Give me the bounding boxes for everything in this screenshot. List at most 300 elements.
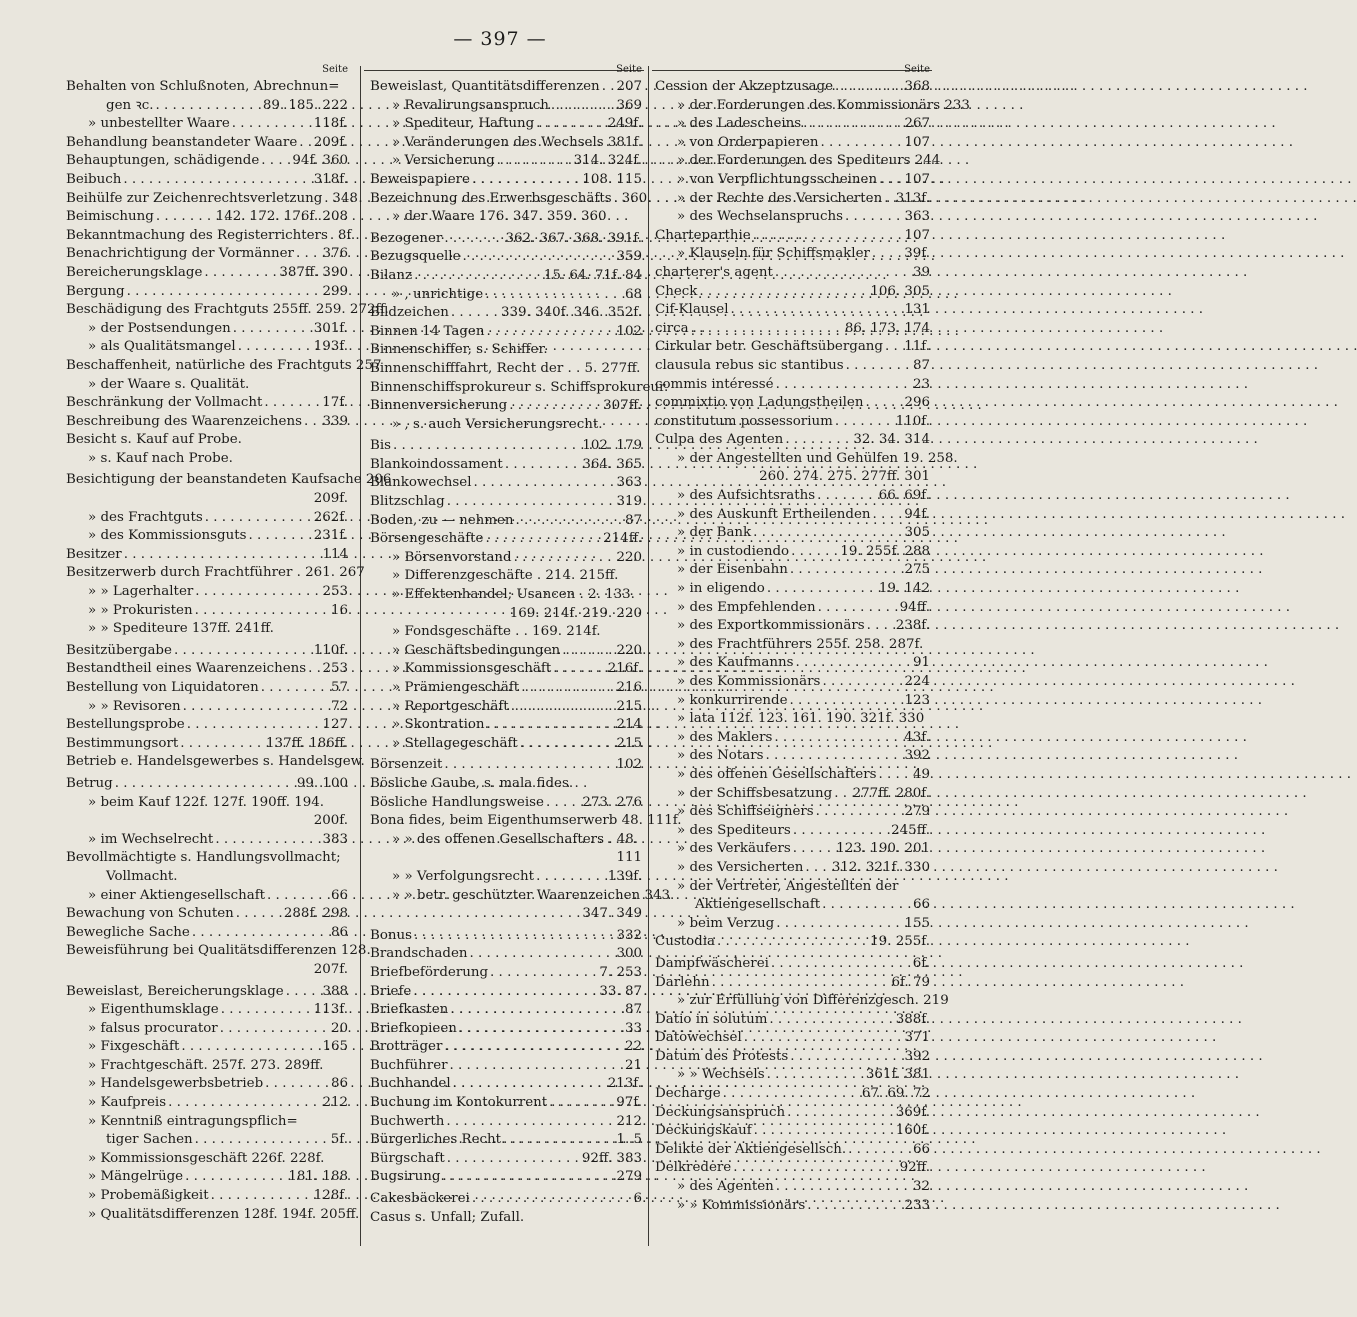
index-term: » des Kaufmanns xyxy=(677,655,794,671)
index-term: » Prämiengeschäft xyxy=(392,680,520,695)
page-reference: 300 xyxy=(616,946,642,962)
index-entry xyxy=(655,301,930,320)
index-term: Bilanz xyxy=(370,267,413,283)
index-term: » der Angestellten und Gehülfen 19. 258. xyxy=(677,450,958,466)
index-entry xyxy=(66,1150,348,1169)
index-term: » Spediteur, Haftung xyxy=(392,116,535,132)
index-entry xyxy=(655,264,930,283)
index-entry xyxy=(66,905,348,924)
index-term: » Klauseln für Schiffsmakler xyxy=(677,246,870,262)
page-reference: 32. 34. 314 xyxy=(853,432,930,448)
index-term: » im Wechselrecht xyxy=(88,831,214,847)
index-term: Beweisführung bei Qualitätsdifferenzen 128. xyxy=(66,943,371,959)
page-reference: 216 xyxy=(616,680,642,695)
page-reference: 22 xyxy=(624,1039,642,1055)
index-term: Binnenschiffsprokureur s. Schiffsprokureur. xyxy=(370,379,669,395)
leader-dots xyxy=(505,456,579,475)
index-term: » » betr. geschützter Waarenzeichen 343. xyxy=(392,887,675,903)
index-entry xyxy=(370,474,642,493)
index-term: » Skontration xyxy=(392,717,485,733)
index-term: Cakesbäckerei xyxy=(370,1191,470,1207)
leader-dots xyxy=(754,1122,892,1141)
index-entry xyxy=(655,338,930,357)
page-reference: 21 xyxy=(624,1057,642,1073)
page-reference: 87 xyxy=(912,357,930,373)
page-reference: 296 xyxy=(904,395,930,411)
index-entry xyxy=(370,1038,642,1057)
index-term: » Effektenhandel; Usancen . 2. 133. xyxy=(392,587,635,603)
index-term: Behalten von Schlußnoten, Abrechnun= xyxy=(66,79,340,94)
page-reference: 6f. 79 xyxy=(891,974,930,990)
page-reference: 86 xyxy=(330,1076,348,1092)
index-entry xyxy=(655,1011,930,1030)
leader-dots xyxy=(553,660,603,679)
index-term: » des Agenten xyxy=(677,1179,774,1195)
index-entry xyxy=(655,747,930,766)
index-entry xyxy=(655,878,930,897)
leader-dots xyxy=(816,803,901,822)
index-term: » Kenntniß eintragungspflich= xyxy=(88,1113,298,1129)
page-reference: 66. 69f. xyxy=(878,488,930,504)
index-entry xyxy=(66,357,382,376)
index-entry xyxy=(370,831,642,850)
page-reference: 220 xyxy=(616,549,642,565)
page-reference: 5f. xyxy=(330,1132,348,1148)
index-term: » » Wechsels xyxy=(677,1067,765,1083)
index-term: Bewegliche Sache xyxy=(66,924,190,940)
page-reference: 245ff. xyxy=(891,822,930,838)
page-reference: 1. 5 xyxy=(616,1132,642,1148)
page-reference: 369f. xyxy=(895,1104,930,1120)
seite-label: Seite xyxy=(322,64,348,75)
index-term: Dampfwäscherei xyxy=(655,955,769,971)
index-entry xyxy=(66,527,348,546)
leader-dots xyxy=(845,208,900,227)
index-term: » Kaufpreis xyxy=(88,1095,167,1111)
index-entry xyxy=(66,546,348,565)
index-entry xyxy=(66,868,348,887)
page-reference: 66 xyxy=(912,1141,930,1157)
index-term: » beim Verzug xyxy=(677,915,775,931)
index-term: » Mängelrüge xyxy=(88,1169,184,1185)
index-term: » als Qualitätsmangel xyxy=(88,339,236,355)
index-term: Custodia xyxy=(655,934,716,950)
index-term: Beimischung xyxy=(66,209,154,225)
index-term: Bürgschaft xyxy=(370,1150,445,1166)
page-reference: 288f. 298 xyxy=(283,906,348,922)
leader-dots xyxy=(444,756,612,775)
page-reference: 102. 179 xyxy=(582,438,642,454)
index-entry xyxy=(655,152,941,171)
page-reference: 200f. xyxy=(313,813,348,829)
index-entry xyxy=(370,868,642,887)
index-entry xyxy=(66,679,348,698)
leader-dots xyxy=(549,1094,612,1113)
leader-dots xyxy=(793,840,833,859)
index-entry xyxy=(370,660,642,679)
leader-dots xyxy=(790,1048,900,1067)
index-term: Beihülfe zur Zeichenrechtsverletzung xyxy=(66,190,323,206)
page-reference: 155 xyxy=(904,915,930,931)
leader-dots xyxy=(879,766,909,785)
leader-dots xyxy=(795,654,909,673)
page-reference: 19. 255f. xyxy=(870,934,930,950)
leader-dots xyxy=(497,152,570,171)
index-term: Datum des Protests xyxy=(655,1048,789,1064)
index-entry xyxy=(66,735,348,754)
index-term: Bis xyxy=(370,438,391,454)
index-term: Bezogener xyxy=(370,230,443,246)
index-term: Beschreibung des Waarenzeichens xyxy=(66,413,302,429)
index-term: » » Lagerhalter xyxy=(88,584,194,600)
index-entry xyxy=(655,692,930,711)
index-term: » des Spediteurs xyxy=(677,822,791,838)
leader-dots xyxy=(767,580,875,599)
index-entry xyxy=(66,698,348,717)
index-term: Decharge xyxy=(655,1086,721,1102)
index-entry xyxy=(655,506,930,525)
leader-dots xyxy=(712,974,888,993)
page-reference: 7. 253 xyxy=(599,964,642,980)
index-term: Boden, zu — nehmen xyxy=(370,512,514,528)
index-term: » der Waare 176. 347. 359. 360 xyxy=(392,209,607,225)
page-reference: 339 xyxy=(322,413,348,429)
leader-dots xyxy=(453,1075,604,1094)
page-reference: 392 xyxy=(904,748,930,764)
page-reference: 212 xyxy=(322,1095,348,1111)
page-reference: 139f. xyxy=(607,868,642,884)
index-entry xyxy=(66,1057,348,1076)
index-entry xyxy=(370,1168,642,1187)
page-reference: 23 xyxy=(912,376,930,392)
leader-dots xyxy=(516,512,621,531)
page-reference: 215 xyxy=(616,698,642,714)
index-entry xyxy=(655,1178,930,1197)
leader-dots xyxy=(490,964,595,983)
page-reference: 307ff. xyxy=(603,398,642,414)
page-reference: 212 xyxy=(616,1113,642,1129)
index-term: Darlehn xyxy=(655,974,710,990)
index-entry xyxy=(655,283,930,302)
page-reference: 49 xyxy=(912,766,930,782)
index-term: » des Notars xyxy=(677,748,764,764)
index-entry xyxy=(66,490,348,509)
index-entry xyxy=(370,794,642,813)
index-entry xyxy=(370,716,642,735)
index-term: Bestimmungsort xyxy=(66,735,179,751)
index-entry xyxy=(370,642,642,661)
index-entry xyxy=(66,190,358,209)
page-reference: 363 xyxy=(616,475,642,491)
page-reference: 6f. xyxy=(912,955,930,971)
page-reference: 216f. xyxy=(607,661,642,677)
page-reference: 277ff. 280f. xyxy=(852,785,930,801)
index-entry xyxy=(370,927,642,946)
index-entry xyxy=(370,698,642,717)
page-reference: 360 xyxy=(621,190,648,206)
index-term: » des Kommissionärs xyxy=(677,674,821,689)
index-entry xyxy=(655,468,930,487)
page-reference: 376 xyxy=(322,246,348,262)
leader-dots xyxy=(885,338,900,357)
index-entry xyxy=(370,286,642,305)
page-reference: 33. 87 xyxy=(599,983,642,999)
page-reference: 209f. xyxy=(313,134,348,150)
leader-dots xyxy=(451,304,497,323)
leader-dots xyxy=(393,437,578,456)
leader-dots xyxy=(879,171,900,190)
index-entry xyxy=(370,152,642,171)
index-entry xyxy=(66,961,348,980)
page-reference: 387ff. 390 xyxy=(279,264,348,280)
index-entry xyxy=(370,679,642,698)
index-entry xyxy=(655,1048,930,1067)
leader-dots xyxy=(296,245,319,264)
page-reference: 68 xyxy=(624,286,642,302)
index-entry xyxy=(66,775,348,794)
index-entry xyxy=(370,437,642,456)
index-term: » , s. auch Versicherungsrecht. xyxy=(392,416,603,432)
index-entry xyxy=(655,915,930,934)
page-reference: 87 xyxy=(624,512,642,528)
index-entry xyxy=(655,896,930,915)
index-term: Bereicherungsklage xyxy=(66,264,203,280)
index-entry xyxy=(655,766,930,785)
index-entry xyxy=(370,1020,642,1039)
index-entry xyxy=(655,955,930,974)
leader-dots xyxy=(174,642,310,661)
page-reference: 339. 340f. 346. 352f. xyxy=(501,305,642,321)
index-term: Bestellung von Liquidatoren xyxy=(66,680,259,695)
page-reference: 181. 188 xyxy=(288,1169,348,1185)
page-number: — 397 — xyxy=(453,28,547,50)
leader-dots xyxy=(183,698,327,717)
index-entry xyxy=(370,456,642,475)
page-reference: 94f. xyxy=(904,506,930,522)
index-term: » Fixgeschäft xyxy=(88,1039,180,1055)
page-reference: 368 xyxy=(904,79,930,94)
page-reference: 72 xyxy=(330,698,348,714)
leader-dots xyxy=(602,78,613,97)
index-entry xyxy=(370,304,642,323)
index-term: » » des offenen Gesellschafters . 48. xyxy=(392,831,639,847)
index-term: Buchwerth xyxy=(370,1113,445,1129)
leader-dots xyxy=(233,320,310,339)
index-term: Bewachung von Schuten xyxy=(66,906,234,922)
leader-dots xyxy=(220,1020,327,1039)
leader-dots xyxy=(744,1029,901,1048)
index-entry xyxy=(370,775,642,794)
index-entry xyxy=(370,78,642,97)
index-entry xyxy=(370,1057,642,1076)
page-reference: 224 xyxy=(904,674,930,689)
leader-dots xyxy=(249,527,310,546)
leader-dots xyxy=(821,134,901,153)
page-reference: 233 xyxy=(904,1197,930,1213)
index-term: » Eigenthumsklage xyxy=(88,1002,219,1018)
index-term: » von Verpflichtungsscheinen xyxy=(677,171,878,187)
leader-dots xyxy=(536,115,604,134)
index-term: Binnen 14 Tagen xyxy=(370,323,485,339)
leader-dots xyxy=(485,530,599,549)
index-term: » lata 112f. 123. 161. 190. 321f. 330 xyxy=(677,711,925,727)
index-entry xyxy=(66,1038,348,1057)
leader-dots xyxy=(444,230,501,249)
leader-dots xyxy=(614,190,618,209)
index-term: Buchung im Kontokurrent xyxy=(370,1095,548,1111)
page-reference: 86 xyxy=(330,924,348,940)
leader-dots xyxy=(791,543,836,562)
index-entry xyxy=(370,549,642,568)
leader-dots xyxy=(123,171,309,190)
page-reference: 108. 115 xyxy=(582,171,642,187)
page-reference: 33 xyxy=(624,1020,642,1036)
page-reference: 214ff. xyxy=(603,531,642,547)
index-term: Bestandtheil eines Waarenzeichens xyxy=(66,661,307,677)
index-term: » Frachtgeschäft. 257f. 273. 289ff. xyxy=(88,1057,324,1073)
page-reference: 11f. xyxy=(904,339,930,355)
index-term: » des Wechselanspruchs xyxy=(677,209,843,225)
leader-dots xyxy=(793,822,887,841)
index-term: » Qualitätsdifferenzen 128f. 194f. 205ff. xyxy=(88,1206,360,1222)
index-entry xyxy=(66,134,348,153)
index-entry xyxy=(370,493,642,512)
page-reference: 118f. xyxy=(313,116,348,132)
index-term: Bezeichnung des Erwerbsgeschäfts xyxy=(370,190,612,206)
page-reference: 94f. 360 xyxy=(292,153,348,169)
leader-dots xyxy=(486,323,612,342)
index-term: » » Revisoren xyxy=(88,698,181,714)
index-entry xyxy=(655,599,930,618)
index-entry xyxy=(370,623,642,642)
index-entry xyxy=(66,338,348,357)
page-reference: 359 xyxy=(616,249,642,265)
index-entry xyxy=(655,617,930,636)
index-entry xyxy=(655,561,930,580)
index-entry xyxy=(370,905,642,924)
index-term: Blankoindossament xyxy=(370,456,503,472)
index-term: » Versicherung xyxy=(392,153,495,169)
index-term: Bona fides, beim Eigenthumserwerb 48. 111f. xyxy=(370,813,682,829)
page-reference: 347. 349 xyxy=(582,906,642,922)
leader-dots xyxy=(195,1131,327,1150)
page-reference: 369 xyxy=(616,97,642,113)
index-entry xyxy=(370,341,642,360)
index-entry xyxy=(66,431,348,450)
leader-dots xyxy=(511,698,613,717)
leader-dots xyxy=(474,474,613,493)
page-reference: 363 xyxy=(904,209,930,225)
index-entry xyxy=(370,1094,642,1113)
index-term: Beibuch xyxy=(66,171,122,187)
index-column-3 xyxy=(655,64,970,1215)
index-entry xyxy=(66,301,389,320)
index-entry xyxy=(655,115,930,134)
index-term: » Kommissionsgeschäft 226f. 228f. xyxy=(88,1150,325,1166)
index-entry xyxy=(655,413,930,432)
page-reference: 107 xyxy=(904,171,930,187)
index-entry xyxy=(66,620,348,639)
index-term: Brotträger xyxy=(370,1039,443,1055)
page-reference: 169. 214f. 219. 220 xyxy=(509,605,642,621)
leader-dots xyxy=(776,1178,909,1197)
leader-dots xyxy=(790,692,901,711)
index-term: Brandschaden xyxy=(370,946,468,962)
leader-dots xyxy=(195,602,327,621)
index-term: » in custodiendo xyxy=(677,543,790,559)
index-entry xyxy=(370,379,669,398)
leader-dots xyxy=(261,152,288,171)
index-entry xyxy=(66,753,365,772)
index-term: Blankowechsel xyxy=(370,475,472,491)
page-reference: 279 xyxy=(616,1169,642,1185)
leader-dots xyxy=(822,673,900,692)
index-entry xyxy=(370,248,642,267)
index-term: Betrieb e. Handelsgewerbes s. Handelsgew. xyxy=(66,754,365,770)
leader-dots xyxy=(867,617,892,636)
page-reference: 207 xyxy=(616,79,642,94)
index-entry xyxy=(655,1141,930,1160)
index-term: Betrug xyxy=(66,775,113,791)
index-term: » Veränderungen des Wechsels 381f. xyxy=(392,134,643,150)
page-reference: 249f. xyxy=(607,116,642,132)
index-entry xyxy=(655,376,930,395)
index-term: Beweislast, Quantitätsdifferenzen xyxy=(370,79,600,94)
index-entry xyxy=(66,1168,348,1187)
index-term: Cirkular betr. Geschäftsübergang xyxy=(655,339,883,355)
page-reference: 19. 255f. 288 xyxy=(840,543,930,559)
leader-dots xyxy=(884,190,891,209)
index-entry xyxy=(655,1085,930,1104)
leader-dots xyxy=(771,955,909,974)
index-term: » Reportgeschäft xyxy=(392,698,509,714)
page-reference: 111 xyxy=(616,850,642,866)
leader-dots xyxy=(753,227,901,246)
index-term: Briefe xyxy=(370,983,412,999)
leader-dots xyxy=(775,264,909,283)
leader-dots xyxy=(442,1168,612,1187)
index-term: Briefkasten xyxy=(370,1002,449,1018)
index-entry xyxy=(370,1075,642,1094)
page-reference: 92ff. xyxy=(899,1160,930,1176)
page-reference: 39f. xyxy=(904,246,930,262)
leader-dots xyxy=(723,1085,858,1104)
leader-dots xyxy=(187,716,319,735)
index-entry xyxy=(370,1150,642,1169)
index-entry xyxy=(370,605,642,624)
index-entry xyxy=(655,803,930,822)
page-reference: 313f. xyxy=(895,190,930,206)
index-entry xyxy=(66,245,348,264)
leader-dots xyxy=(835,78,900,97)
leader-dots xyxy=(514,549,613,568)
page-reference: 279 xyxy=(904,804,930,820)
index-entry xyxy=(655,524,930,543)
seite-label: Seite xyxy=(616,64,642,75)
index-term: Delikte der Aktiengesellsch. xyxy=(655,1141,847,1157)
leader-dots xyxy=(487,716,613,735)
leader-dots xyxy=(848,1141,909,1160)
index-entry xyxy=(66,831,348,850)
page-reference: 262f. xyxy=(313,509,348,525)
page-reference: 102 xyxy=(616,323,642,339)
page-reference: 131 xyxy=(904,302,930,318)
leader-dots xyxy=(221,1001,310,1020)
index-entry xyxy=(655,394,930,413)
leader-dots xyxy=(204,264,275,283)
index-entry xyxy=(66,320,348,339)
leader-dots xyxy=(450,1001,621,1020)
